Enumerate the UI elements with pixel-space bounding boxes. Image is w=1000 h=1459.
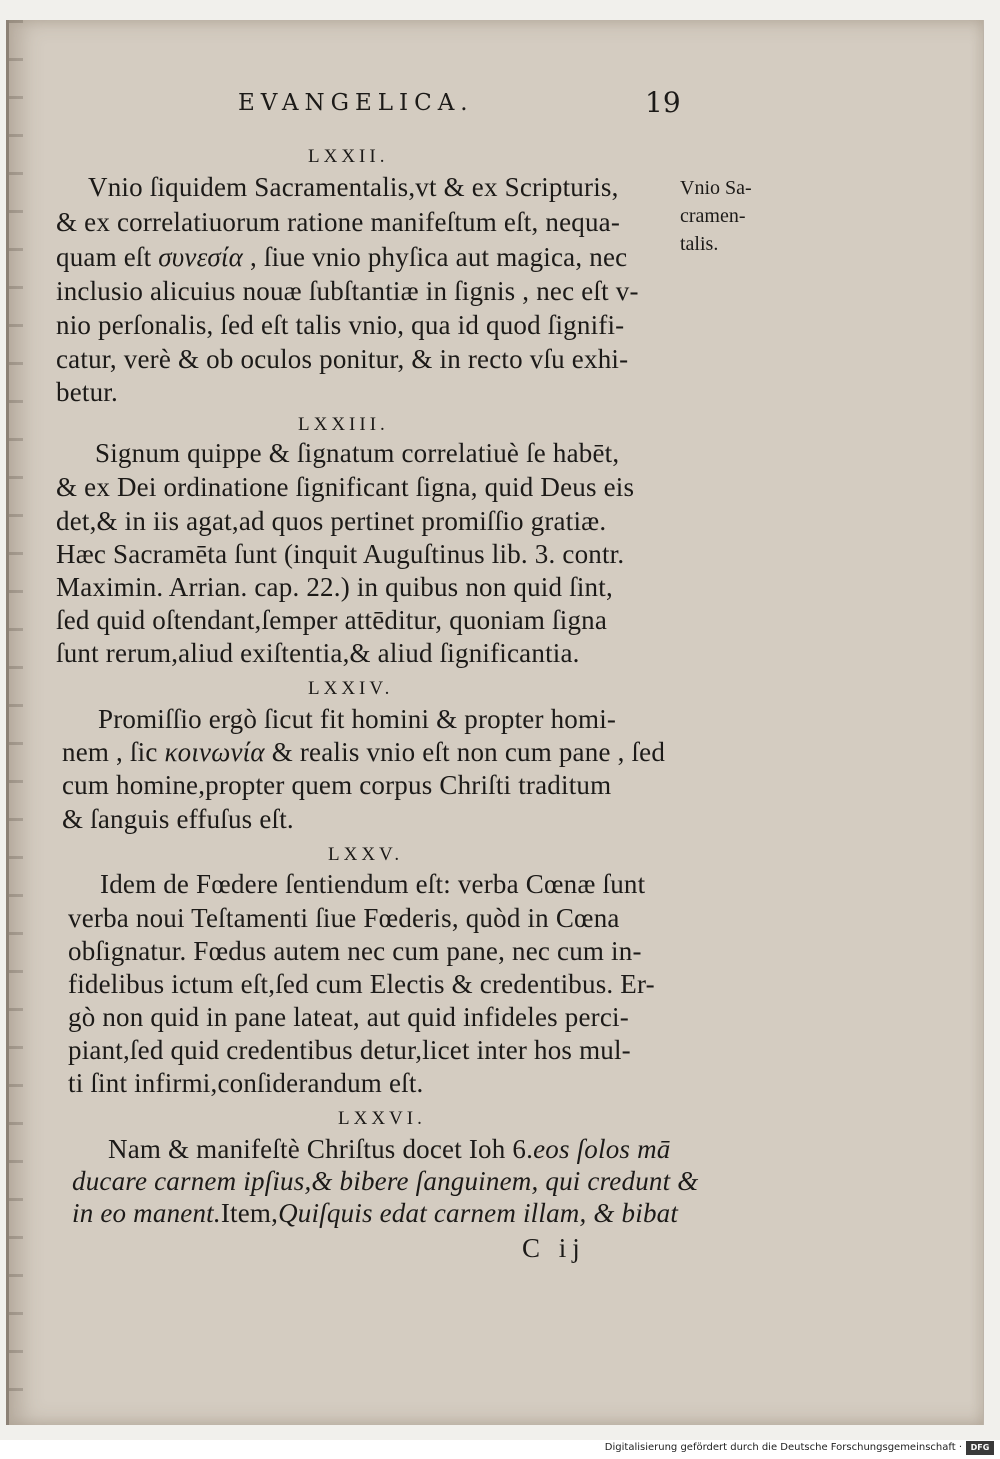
text-line: verba noui Teſtamenti ſiue Fœderis, quòd in Cœna [68, 903, 620, 933]
text-line: ſunt rerum,aliud exiſtentia,& aliud ſignificantia. [56, 638, 580, 668]
italic-text: eos ſolos mā [533, 1134, 671, 1164]
text-fragment: , ſiue vnio phyſica aut magica, nec [243, 242, 628, 272]
text-line: Hæc Sacramēta ſunt (inquit Auguſtinus lib. 3. contr. [56, 539, 625, 569]
section-number: LXXV. [328, 844, 404, 865]
text-line [72, 1166, 698, 1197]
footer-credit: Digitalisierung gefördert durch die Deutsche Forschungsgemeinschaft · [604, 1442, 962, 1453]
section-number: LXXIV. [308, 678, 394, 699]
text-fragment: & realis vnio eſt non cum pane , ſed [264, 737, 666, 767]
text-line: & ex Dei ordinatione ſignificant ſigna, quid Deus eis [56, 472, 635, 502]
italic-text: Quiſquis edat carnem illam, & bibat [278, 1198, 679, 1228]
greek-word: συνεσία [158, 242, 244, 272]
text-line: betur. [56, 377, 118, 407]
text-fragment: Item, [220, 1198, 279, 1228]
text-fragment: Nam & manifeſtè Chriſtus docet Ioh 6. [108, 1134, 534, 1164]
section-number: LXXII. [308, 146, 389, 167]
section-number: LXXVI. [338, 1108, 426, 1129]
page-number: 19 [645, 86, 681, 119]
text-line [72, 1198, 678, 1229]
margin-note-line: Vnio Sa- [680, 177, 752, 199]
running-head: EVANGELICA. [238, 90, 474, 116]
text-fragment: nem , ſic [62, 737, 165, 767]
text-line: Signum quippe & ſignatum correlatiuè ſe habēt, [95, 438, 620, 468]
text-line: Maximin. Arrian. cap. 22.) in quibus non quid ſint, [56, 572, 613, 602]
text-line: ti ſint infirmi,conſiderandum eſt. [68, 1068, 424, 1098]
text-line: fidelibus ictum eſt,ſed cum Electis & credentibus. Er- [68, 969, 655, 999]
text-line: Vnio ſiquidem Sacramentalis,vt & ex Scripturis, [88, 172, 619, 202]
dfg-logo: DFG [966, 1441, 994, 1455]
text-fragment: quam eſt [56, 242, 159, 272]
page-gutter-shadow [9, 20, 23, 1425]
text-line: & ex correlatiuorum ratione manifeſtum eſt, nequa- [56, 207, 621, 237]
text-line [108, 1134, 670, 1165]
text-line: obſignatur. Fœdus autem nec cum pane, nec cum in- [68, 936, 642, 966]
section-number: LXXIII. [298, 414, 389, 435]
italic-text: ducare carnem ipſius,& bibere ſanguinem, qui credunt & [72, 1166, 699, 1196]
text-line: det,& in iis agat,ad quos pertinet promiſſio gratiæ. [56, 506, 607, 536]
text-line: piant,ſed quid credentibus detur,licet inter hos mul- [68, 1035, 631, 1065]
text-line: & ſanguis effuſus eſt. [62, 804, 294, 834]
margin-note-line: cramen- [680, 205, 746, 227]
text-line [56, 242, 627, 273]
margin-note-line: talis. [680, 233, 719, 255]
signature-mark: C ij [522, 1233, 586, 1263]
text-line: Promiſſio ergò ſicut fit homini & propter homi- [98, 704, 617, 734]
text-line: gò non quid in pane lateat, aut quid infideles perci- [68, 1002, 629, 1032]
text-line: ſed quid oſtendant,ſemper attēditur, quoniam ſigna [56, 605, 608, 635]
italic-text: in eo manent. [72, 1198, 221, 1228]
greek-word: κοινωνία [164, 737, 265, 767]
text-line [62, 737, 665, 768]
text-line: nio perſonalis, ſed eſt talis vnio, qua id quod ſignifi- [56, 310, 625, 340]
text-line: catur, verè & ob oculos ponitur, & in recto vſu exhi- [56, 344, 629, 374]
text-line: cum homine,propter quem corpus Chriſti traditum [62, 770, 612, 800]
text-line: Idem de Fœdere ſentiendum eſt: verba Cœnæ ſunt [100, 869, 646, 899]
text-line: inclusio alicuius nouæ ſubſtantiæ in ſignis , nec eſt v- [56, 276, 639, 306]
